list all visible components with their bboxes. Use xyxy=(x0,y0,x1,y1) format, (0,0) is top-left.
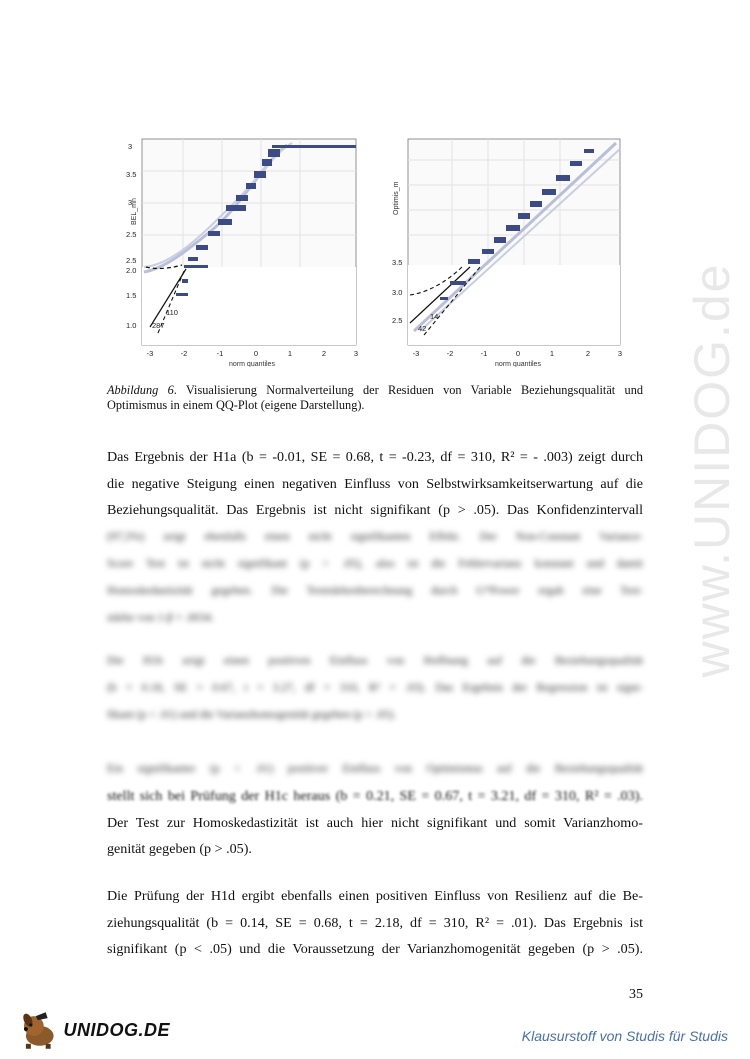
x-axis-ticks xyxy=(413,349,622,358)
x-tick: 0 xyxy=(253,349,259,358)
outlier-label: 287 xyxy=(152,321,165,330)
qq-plot-right-svg xyxy=(384,135,622,367)
y-tick: 2.5 xyxy=(392,316,403,325)
qq-plot-left-svg xyxy=(122,135,360,367)
text-line-blurred: Homoskedastizität gegeben. Die Teststärkenberechnung durch G*Power ergab eine Test- xyxy=(107,584,643,597)
x-tick: 2 xyxy=(321,349,327,358)
x-tick: -2 xyxy=(180,349,188,358)
logo-text: UNIDOG.DE xyxy=(63,1019,170,1040)
y-tick: 1.0 xyxy=(126,321,137,330)
qq-plot-beziehungsqualitaet xyxy=(122,135,360,367)
y-tick: 1.5 xyxy=(126,291,137,300)
text-line: signifikant (p < .05) und die Voraussetzung der Varianzhomogenität gegeben (p > .05). xyxy=(107,941,643,957)
x-tick: -1 xyxy=(480,349,488,358)
footer-tagline: Klausurstoff von Studis für Studis xyxy=(521,1028,728,1044)
text-line-blurred: Score Test ist nicht signifikant (p > .05), also ist die Fehlervarianz konstant und damit xyxy=(107,557,643,570)
x-tick: -3 xyxy=(412,349,420,358)
text-line: Beziehungsqualität. Das Ergebnis ist nicht signifikant (p > .05). Das Konfidenzintervall xyxy=(107,502,643,518)
y-axis-ticks xyxy=(126,142,136,330)
text-line: die negative Steigung einen negativen Einfluss von Selbstwirksamkeitserwartung auf die xyxy=(107,475,643,492)
dog-icon xyxy=(20,1010,61,1050)
x-tick: 1 xyxy=(287,349,293,358)
y-axis-label: BEL_mn xyxy=(131,198,138,225)
x-tick: 0 xyxy=(515,349,521,358)
x-tick: -1 xyxy=(216,349,224,358)
watermark: www.UNIDOG.de xyxy=(684,262,740,678)
text-line: Das Ergebnis der H1a (b = -0.01, SE = 0.68, t = -0.23, df = 310, R² = - .003) zeigt durch xyxy=(107,449,643,465)
text-line-blurred: Die H1b zeigt einen positiven Einfluss von Hoffnung auf die Beziehungsqualität xyxy=(107,655,643,667)
outlier-label: 42 xyxy=(418,324,427,333)
page-number: 35 xyxy=(629,987,643,1002)
x-tick: -2 xyxy=(446,349,454,358)
y-tick: 3 xyxy=(128,142,133,151)
figure-label: Abbildung 6 xyxy=(107,383,174,397)
figure-caption-text: . Visualisierung Normalverteilung der Residuen von Variable Beziehungsqualität und Optimismus in einem QQ-Plot (eigene Darstellung). xyxy=(107,383,643,412)
text-line-blurred: (97,5%) zeigt ebenfalls einen nicht signifikanten Effekt. Der Non-Constant Variance- xyxy=(107,530,643,543)
y-tick: 3.5 xyxy=(126,170,137,179)
text-line-blurred: fikant (p < .01) und die Varianzhomogenität gegeben (p > .05). xyxy=(107,709,396,721)
figure-caption xyxy=(107,383,643,413)
text-line-blurred: (b = 0.18, SE = 0.67, t = 3.27, df = 310, R² = .03). Das Ergebnis der Regression ist signi- xyxy=(107,682,643,694)
outlier-label: 110 xyxy=(166,308,178,317)
y-tick: 3.0 xyxy=(392,288,403,297)
x-tick: 2 xyxy=(585,349,591,358)
y-tick: 2.0 xyxy=(126,266,137,275)
text-line: Der Test zur Homoskedastizität ist auch hier nicht signifikant und somit Varianzhomo- xyxy=(107,814,643,831)
paragraph-h1b xyxy=(107,648,643,729)
x-tick: -3 xyxy=(146,349,154,358)
y-tick: 3 xyxy=(128,198,133,207)
y-tick: 2.5 xyxy=(126,256,137,265)
text-line: ziehungsqualität (b = 0.14, SE = 0.68, t = 2.18, df = 310, R² = .01). Das Ergebnis ist xyxy=(107,914,643,931)
text-line: stellt sich bei Prüfung der H1c heraus (b = 0.21, SE = 0.67, t = 3.21, df = 310, R² = .03). xyxy=(107,788,643,804)
y-tick: 2.5 xyxy=(126,230,137,239)
y-axis-label: Optimis_m xyxy=(393,181,400,215)
x-axis-label: norm quantiles xyxy=(495,361,541,367)
text-line-blurred: Ein signifikanter (p < .01) positiver Einfluss von Optimismus auf die Beziehungsqualität xyxy=(107,763,643,775)
plot-lower-panel xyxy=(142,267,356,345)
x-axis-label: norm quantiles xyxy=(229,361,275,367)
unidog-logo[interactable] xyxy=(20,1010,170,1050)
x-tick: 3 xyxy=(353,349,359,358)
paragraph-h1d xyxy=(107,883,643,963)
x-axis-ticks xyxy=(147,349,358,358)
x-tick: 1 xyxy=(549,349,555,358)
y-tick: 3.5 xyxy=(392,258,403,267)
paragraph-h1c xyxy=(107,756,643,863)
y-axis-ticks xyxy=(392,258,402,325)
qq-plot-optimismus xyxy=(384,135,622,367)
outlier-label: 14 xyxy=(430,312,439,321)
text-line: genität gegeben (p > .05). xyxy=(107,841,252,857)
text-line-blurred: stärke von 1-β = .0034. xyxy=(107,611,214,624)
x-tick: 3 xyxy=(617,349,622,358)
text-line: Die Prüfung der H1d ergibt ebenfalls einen positiven Einfluss von Resilienz auf die Be- xyxy=(107,888,643,904)
paragraph-h1a xyxy=(107,444,643,632)
